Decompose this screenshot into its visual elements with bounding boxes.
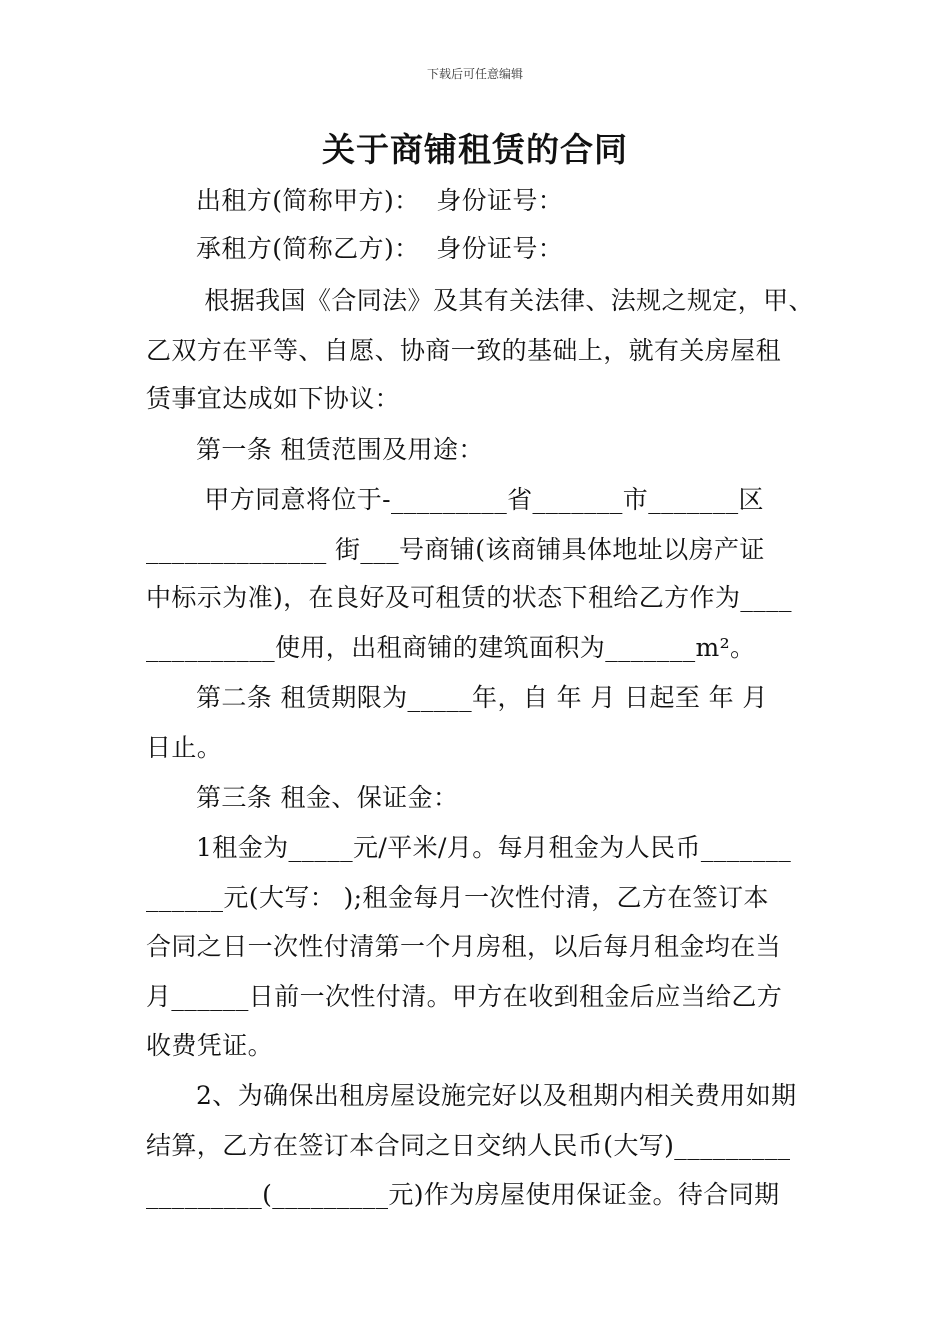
paragraph-line: ______________ 街___号商铺(该商铺具体地址以房产证 <box>146 535 765 564</box>
paragraph-line: 1租金为_____元/平米/月。每月租金为人民币_______ <box>196 833 792 862</box>
header-note: 下载后可任意编辑 <box>426 67 523 81</box>
paragraph-line: 合同之日一次性付清第一个月房租，以后每月租金均在当 <box>146 932 782 961</box>
paragraph-line: 甲方同意将位于-_________省_______市_______区 <box>196 485 764 514</box>
article-heading: 第三条 租金、保证金： <box>196 783 459 812</box>
paragraph-line: 中标示为准)，在良好及可租赁的状态下租给乙方作为____ <box>146 583 792 612</box>
paragraph-line: 收费凭证。 <box>146 1031 274 1060</box>
paragraph-line: 结算，乙方在签订本合同之日交纳人民币(大写)_________ <box>146 1131 791 1160</box>
document-title: 关于商铺租赁的合同 <box>322 130 628 169</box>
article-heading: 第一条 租赁范围及用途： <box>196 435 484 464</box>
paragraph-line: 乙双方在平等、自愿、协商一致的基础上，就有关房屋租 <box>146 336 782 365</box>
paragraph-line: ______元(大写： );租金每月一次性付清，乙方在签订本 <box>146 883 769 912</box>
paragraph-line: __________使用，出租商铺的建筑面积为_______m²。 <box>146 633 756 662</box>
paragraph-line: 2、为确保出租房屋设施完好以及租期内相关费用如期 <box>196 1081 797 1110</box>
paragraph-line: _________(_________元)作为房屋使用保证金。待合同期 <box>146 1180 780 1209</box>
paragraph-line: 根据我国《合同法》及其有关法律、法规之规定，甲、 <box>196 286 814 315</box>
paragraph-line: 日止。 <box>146 733 223 762</box>
lessor-line: 出租方(简称甲方)： 身份证号： <box>196 186 564 215</box>
article-heading: 第二条 租赁期限为_____年，自 年 月 日起至 年 月 <box>196 683 768 712</box>
lessee-line: 承租方(简称乙方)： 身份证号： <box>196 234 564 263</box>
paragraph-line: 月______日前一次性付清。甲方在收到租金后应当给乙方 <box>146 982 783 1011</box>
paragraph-line: 赁事宜达成如下协议： <box>146 384 401 413</box>
